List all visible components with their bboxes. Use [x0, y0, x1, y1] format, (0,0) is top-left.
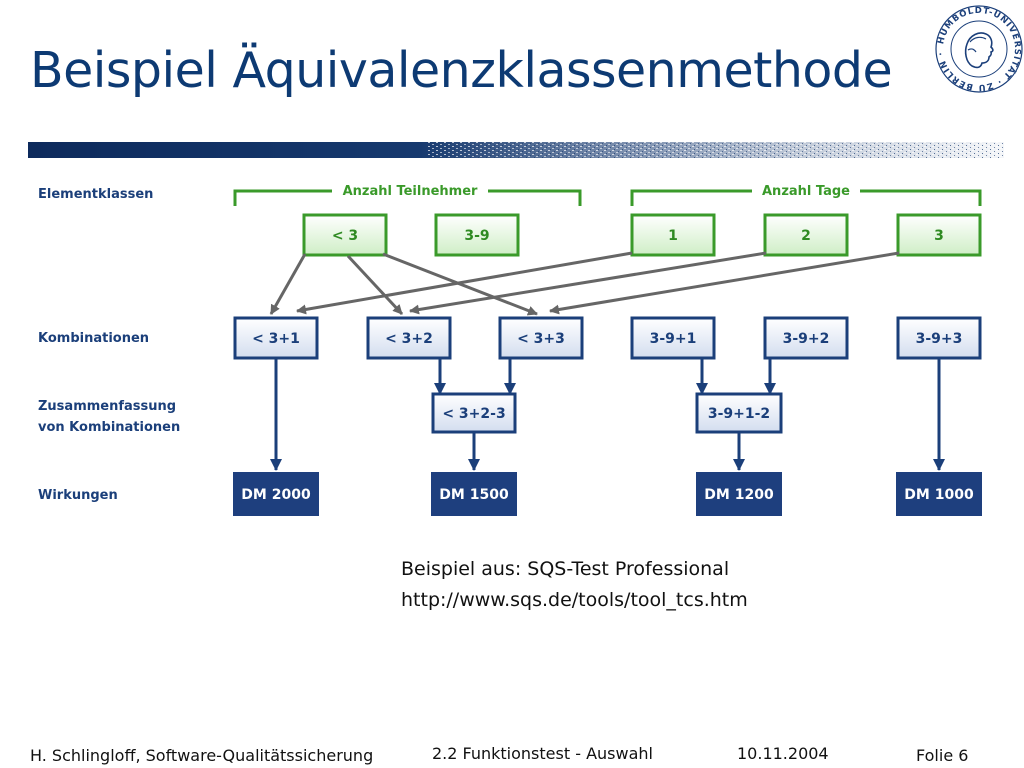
row-label-kombinationen: Kombinationen [38, 331, 150, 346]
footer-date: 10.11.2004 [737, 744, 829, 763]
svg-text:< 3+3: < 3+3 [517, 331, 565, 347]
footer-author: H. Schlingloff, Software-Qualitätssicherung [30, 746, 374, 765]
footer-section: 2.2 Funktionstest - Auswahl [432, 744, 653, 763]
svg-text:< 3+2-3: < 3+2-3 [442, 406, 506, 422]
row-label-zusammenfassung-2: von Kombinationen [38, 420, 181, 435]
slide-title: Beispiel Äquivalenzklassenmethode [30, 42, 893, 99]
svg-text:< 3+2: < 3+2 [385, 331, 433, 347]
group-bracket-tage [632, 184, 980, 206]
class-box-day-1 [632, 215, 714, 255]
equivalence-class-diagram [0, 170, 1024, 530]
svg-text:HUMBOLDT-UNIVERSITÄT · ZU BERL: HUMBOLDT-UNIVERSITÄT · ZU BERLIN · [936, 5, 1023, 93]
svg-text:2: 2 [801, 228, 811, 244]
effect-box-dm-1000 [896, 472, 982, 516]
combination-box-lt3-1 [235, 318, 317, 358]
svg-text:3-9: 3-9 [464, 228, 490, 244]
class-box-day-2 [765, 215, 847, 255]
combination-box-3-9-3 [898, 318, 980, 358]
row-label-zusammenfassung-1: Zusammenfassung [38, 399, 177, 414]
effect-box-dm-2000 [233, 472, 319, 516]
svg-text:1: 1 [668, 228, 678, 244]
svg-text:DM 1000: DM 1000 [904, 487, 974, 503]
class-box-3-9 [436, 215, 518, 255]
svg-text:3: 3 [934, 228, 944, 244]
combination-box-3-9-1 [632, 318, 714, 358]
effect-box-dm-1200 [696, 472, 782, 516]
svg-text:DM 1500: DM 1500 [439, 487, 509, 503]
class-box-day-3 [898, 215, 980, 255]
merge-arrows [276, 358, 939, 470]
footer-slide-number: Folie 6 [916, 746, 969, 765]
title-divider-bar [28, 142, 1004, 158]
combination-arrows [271, 253, 899, 314]
effect-box-dm-1500 [431, 472, 517, 516]
source-note [401, 554, 748, 616]
svg-text:3-9+1: 3-9+1 [649, 331, 697, 347]
group-bracket-teilnehmer [235, 184, 580, 206]
merged-box-3-9-1-2 [697, 394, 781, 432]
svg-text:< 3: < 3 [331, 228, 359, 244]
svg-text:DM 1200: DM 1200 [704, 487, 774, 503]
row-label-elementklassen: Elementklassen [38, 187, 154, 202]
source-url: http://www.sqs.de/tools/tool_tcs.htm [401, 589, 748, 611]
source-line-1: Beispiel aus: SQS-Test Professional [401, 558, 730, 580]
class-box-lt3 [304, 215, 386, 255]
university-seal-logo [934, 4, 1024, 94]
svg-text:DM 2000: DM 2000 [241, 487, 311, 503]
combination-box-3-9-2 [765, 318, 847, 358]
svg-text:3-9+1-2: 3-9+1-2 [707, 406, 771, 422]
combination-box-lt3-3 [500, 318, 582, 358]
svg-text:3-9+3: 3-9+3 [915, 331, 963, 347]
group-label-teilnehmer: Anzahl Teilnehmer [342, 184, 478, 199]
combination-box-lt3-2 [368, 318, 450, 358]
svg-text:< 3+1: < 3+1 [252, 331, 300, 347]
merged-box-lt3-2-3 [433, 394, 515, 432]
row-label-wirkungen: Wirkungen [38, 488, 118, 503]
group-label-tage: Anzahl Tage [762, 184, 850, 199]
svg-text:3-9+2: 3-9+2 [782, 331, 830, 347]
